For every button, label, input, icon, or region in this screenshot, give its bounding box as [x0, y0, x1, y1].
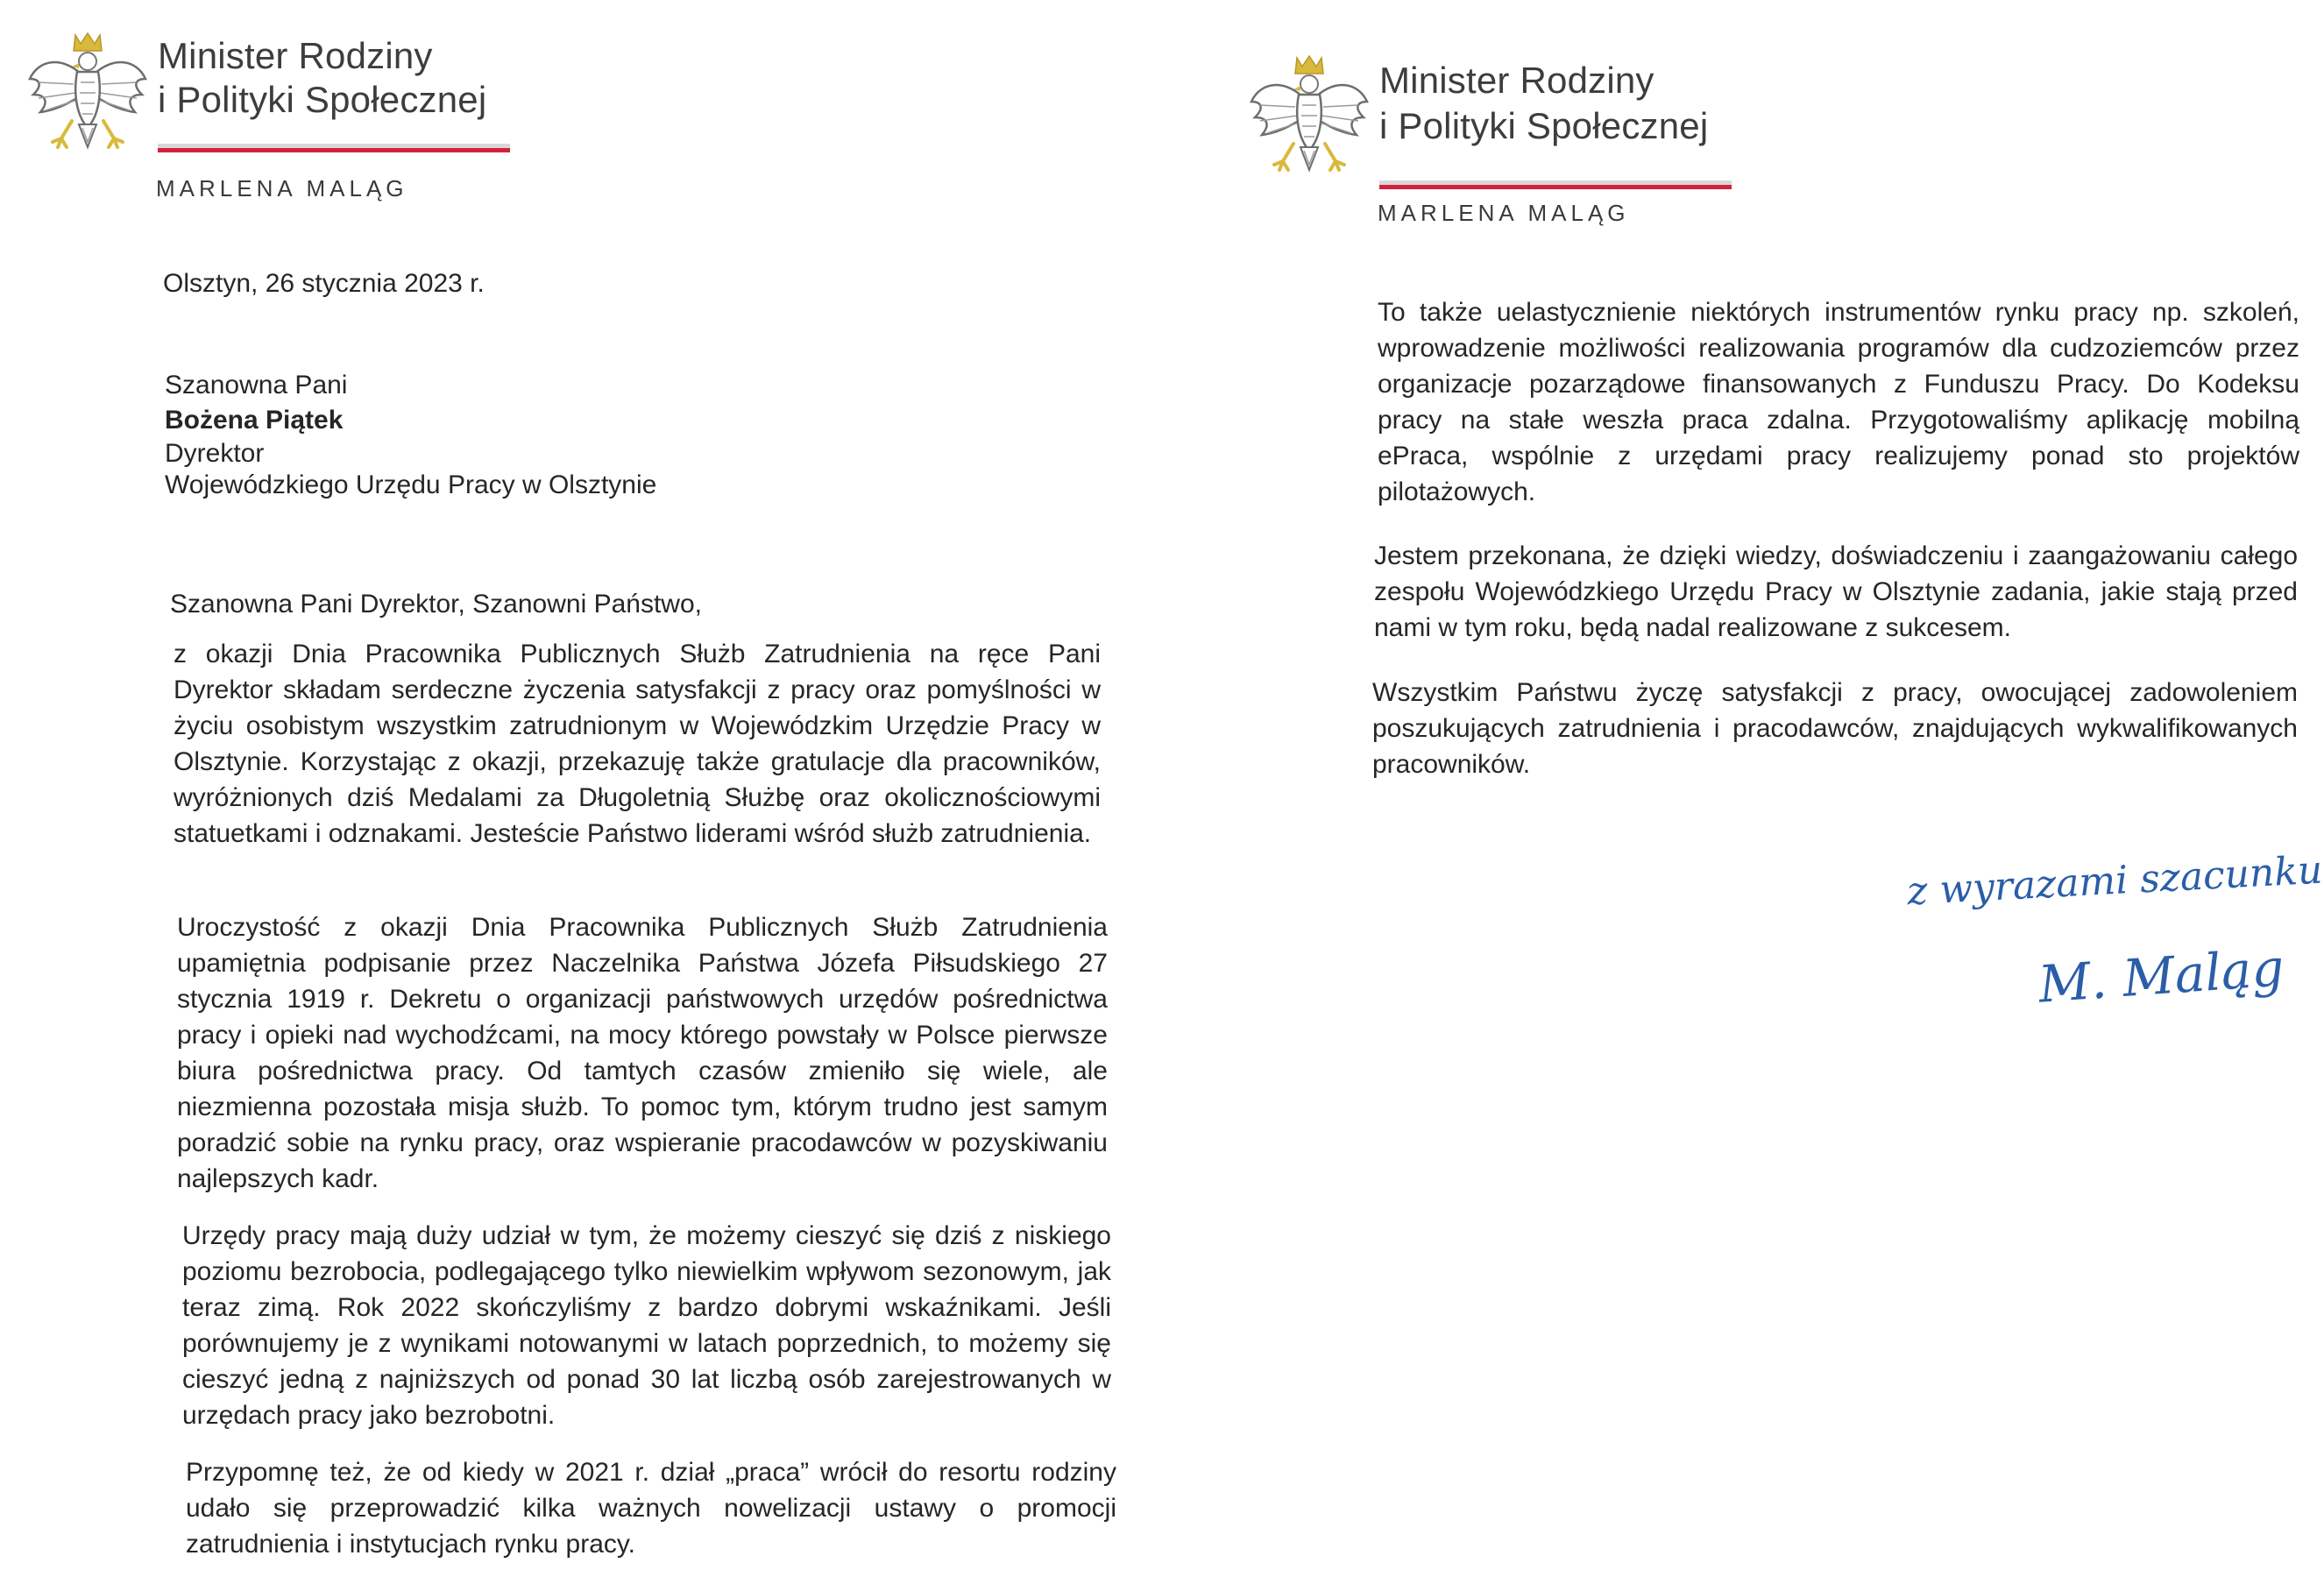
paragraph-5: To także uelastycznienie niektórych instrumentów rynku pracy np. szkoleń, wprowadzenie możliwości realizowania programów dla cudzoziemców przez organizacje pozarządowe finansowanych z Funduszu Pracy. Do Kodeksu pracy na stałe weszła praca zdalna. Przygotowaliśmy aplikację mobilną ePraca, wspólnie z urzędami pracy realizujemy ponad sto projektów pilotażowych. [1378, 298, 2299, 506]
letterhead [26, 30, 535, 205]
letterhead [1248, 53, 1756, 228]
polish-eagle-emblem-icon [26, 30, 149, 161]
ministry-name-line-1: Minister Rodziny [158, 35, 433, 76]
recipient-title: Dyrektor [165, 439, 265, 468]
flag-bar [158, 144, 510, 154]
minister-name: MARLENA MALĄG [156, 175, 408, 202]
paragraph-7: Wszystkim Państwu życzę satysfakcji z pracy, owocującej zadowoleniem poszukujących zatrudnienia i pracodawców, znajdujących wykwalifikowanych pracowników. [1372, 678, 2298, 779]
recipient-salutation: Szanowna Pani [165, 371, 348, 400]
minister-name: MARLENA MALĄG [1378, 200, 1630, 226]
paragraph-4: Przypomnę też, że od kiedy w 2021 r. dział „praca” wrócił do resortu rodziny udało się przeprowadzić kilka ważnych nowelizacji ustawy o promocji zatrudnienia i instytucjach rynku pracy. [186, 1458, 1116, 1559]
polish-eagle-emblem-icon [1248, 53, 1371, 184]
ministry-name-line-1: Minister Rodziny [1379, 60, 1654, 101]
paragraph-2: Uroczystość z okazji Dnia Pracownika Publicznych Służb Zatrudnienia upamiętnia podpisanie przez Naczelnika Państwa Józefa Piłsudskiego 27 stycznia 1919 r. Dekretu o organizacji państwowych urzędów pośrednictwa pracy i opieki nad wychodźcami, na mocy którego powstały w Polsce pierwsze biura pośrednictwa pracy. Od tamtych czasów zmieniło się wiele, ale niezmienna pozostała misja służb. To pomoc tym, którym trudno jest samym poradzić sobie na rynku pracy, oraz wspieranie pracodawców w pozyskiwaniu najlepszych kadr. [177, 913, 1108, 1193]
handwritten-signature: M. Maląg [2036, 937, 2286, 1015]
paragraph-3: Urzędy pracy mają duży udział w tym, że możemy cieszyć się dziś z niskiego poziomu bezrobocia, podlegającego tylko niewielkim wpływom sezonowym, jak teraz zimą. Rok 2022 skończyliśmy z bardzo dobrymi wskaźnikami. Jeśli porównujemy je z wynikami notowanymi w latach poprzednich, to możemy się cieszyć jedną z najniższych od ponad 30 lat liczbą osób zarejestrowanych w urzędach pracy jako bezrobotni. [182, 1221, 1111, 1430]
ministry-name-line-2: i Polityki Społecznej [1379, 105, 1709, 146]
handwritten-closing: z wyrazami szacunku [1905, 847, 2324, 915]
recipient-institution: Wojewódzkiego Urzędu Pracy w Olsztynie [165, 470, 657, 499]
paragraph-1: z okazji Dnia Pracownika Publicznych Służb Zatrudnienia na ręce Pani Dyrektor składam serdeczne życzenia satysfakcji z pracy oraz pomyślności w życiu osobistym wszystkim zatrudnionym w Wojewódzkim Urzędzie Pracy w Olsztynie. Korzystając z okazji, przekazuję także gratulacje dla pracowników, wyróżnionych dziś Medalami za Długoletnią Służbę oraz okolicznościowymi statuetkami i odznakami. Jesteście Państwo liderami wśród służb zatrudnienia. [174, 640, 1101, 848]
letter-page-2 [1162, 0, 2324, 1591]
flag-bar [1379, 180, 1732, 191]
greeting: Szanowna Pani Dyrektor, Szanowni Państwo, [170, 590, 702, 619]
ministry-name-line-2: i Polityki Społecznej [158, 79, 487, 120]
paragraph-6: Jestem przekonana, że dzięki wiedzy, doświadczeniu i zaangażowaniu całego zespołu Wojewódzkiego Urzędu Pracy w Olsztynie zadania, jakie stają przed nami w tym roku, będą nadal realizowane z sukcesem. [1374, 541, 2298, 642]
letter-date: Olsztyn, 26 stycznia 2023 r. [163, 269, 485, 298]
recipient-name: Bożena Piątek [165, 406, 344, 435]
